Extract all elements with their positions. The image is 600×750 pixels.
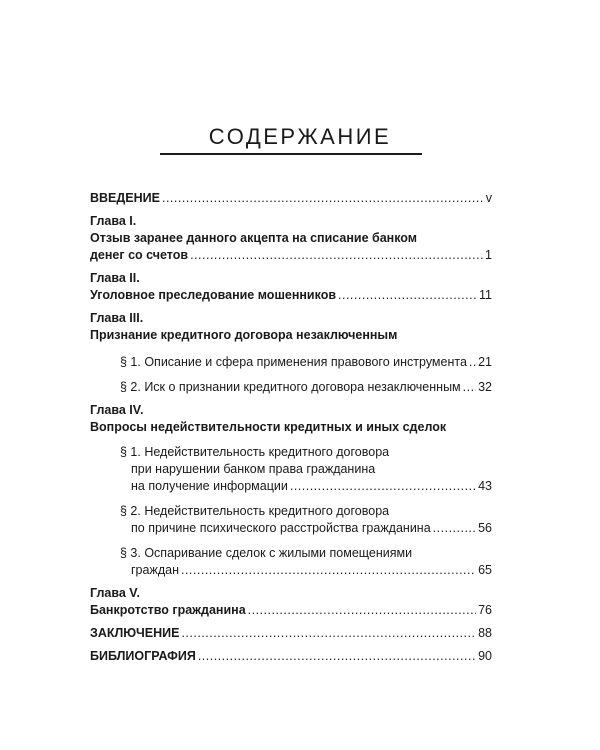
leader-dots xyxy=(433,520,476,537)
chapter-5-heading: Глава V. xyxy=(90,586,140,600)
toc-conclusion-page: 88 xyxy=(478,626,492,640)
toc-entry-ch3-section-2[interactable] xyxy=(90,379,492,396)
leader-dots xyxy=(248,602,476,619)
chapter-1-heading: Глава I. xyxy=(90,214,137,228)
chapter-2-title: Уголовное преследование мошенников xyxy=(90,288,337,302)
toc-entry-chapter-3 xyxy=(90,310,492,396)
leader-dots xyxy=(463,379,476,396)
chapter-3-title: Признание кредитного договора незаключенным xyxy=(90,328,398,342)
chapter-4-heading: Глава IV. xyxy=(90,403,144,417)
chapter-1-title-line1: Отзыв заранее данного акцепта на списание банком xyxy=(90,231,418,245)
chapter-3-heading: Глава III. xyxy=(90,311,144,325)
ch4-section-1-line2: при нарушении банком права гражданина xyxy=(131,462,376,476)
leader-dots xyxy=(469,354,476,371)
ch4-section-3-line1: § 3. Оспаривание сделок с жилыми помещениями xyxy=(120,546,413,560)
chapter-5-title: Банкротство гражданина xyxy=(90,603,246,617)
title-underline xyxy=(160,153,422,155)
ch4-section-2-line2: по причине психического расстройства гражданина xyxy=(131,521,431,535)
ch4-section-3-line2: граждан xyxy=(131,563,179,577)
chapter-5-page: 76 xyxy=(478,603,492,617)
ch4-section-1-page: 43 xyxy=(478,479,492,493)
chapter-2-heading: Глава II. xyxy=(90,271,140,285)
toc-entry-ch4-section-1[interactable] xyxy=(90,444,492,495)
ch3-section-2-label: § 2. Иск о признании кредитного договора незаключенным xyxy=(120,380,461,394)
leader-dots xyxy=(181,562,476,579)
toc-bibliography-label: БИБЛИОГРАФИЯ xyxy=(90,649,196,663)
chapter-1-page: 1 xyxy=(485,248,492,262)
leader-dots xyxy=(181,625,476,642)
toc-entry-ch3-section-1[interactable] xyxy=(90,354,492,371)
chapter-2-page: 11 xyxy=(479,288,492,302)
toc-intro-page: v xyxy=(485,191,492,205)
chapter-4-title: Вопросы недействительности кредитных и иных сделок xyxy=(90,420,447,434)
chapter-1-title-line2: денег со счетов xyxy=(90,248,189,262)
leader-dots xyxy=(338,287,477,304)
leader-dots xyxy=(198,648,476,665)
toc-entry-chapter-2[interactable] xyxy=(90,270,492,304)
ch3-section-1-label: § 1. Описание и сфера применения правового инструмента xyxy=(120,355,467,369)
leader-dots xyxy=(190,247,483,264)
toc-entry-chapter-4 xyxy=(90,402,492,579)
toc-entry-ch4-section-3[interactable] xyxy=(90,545,492,579)
leader-dots xyxy=(290,478,476,495)
toc-bibliography-page: 90 xyxy=(478,649,492,663)
table-of-contents xyxy=(90,190,492,665)
ch4-section-2-line1: § 2. Недействительность кредитного договора xyxy=(120,504,390,518)
ch4-section-3-page: 65 xyxy=(478,563,492,577)
toc-entry-conclusion[interactable] xyxy=(90,625,492,642)
ch3-section-2-page: 32 xyxy=(478,380,492,394)
ch4-section-2-page: 56 xyxy=(478,521,492,535)
ch3-section-1-page: 21 xyxy=(478,355,492,369)
toc-entry-chapter-5[interactable] xyxy=(90,585,492,619)
toc-conclusion-label: ЗАКЛЮЧЕНИЕ xyxy=(90,626,180,640)
toc-entry-bibliography[interactable] xyxy=(90,648,492,665)
toc-entry-ch4-section-2[interactable] xyxy=(90,503,492,537)
toc-entry-chapter-1[interactable] xyxy=(90,213,492,264)
leader-dots xyxy=(162,190,484,207)
page-title: СОДЕРЖАНИЕ xyxy=(208,124,392,149)
ch4-section-1-line1: § 1. Недействительность кредитного договора xyxy=(120,445,390,459)
toc-entry-intro[interactable] xyxy=(90,190,492,207)
toc-intro-label: ВВЕДЕНИЕ xyxy=(90,191,160,205)
ch4-section-1-line3: на получение информации xyxy=(131,479,288,493)
